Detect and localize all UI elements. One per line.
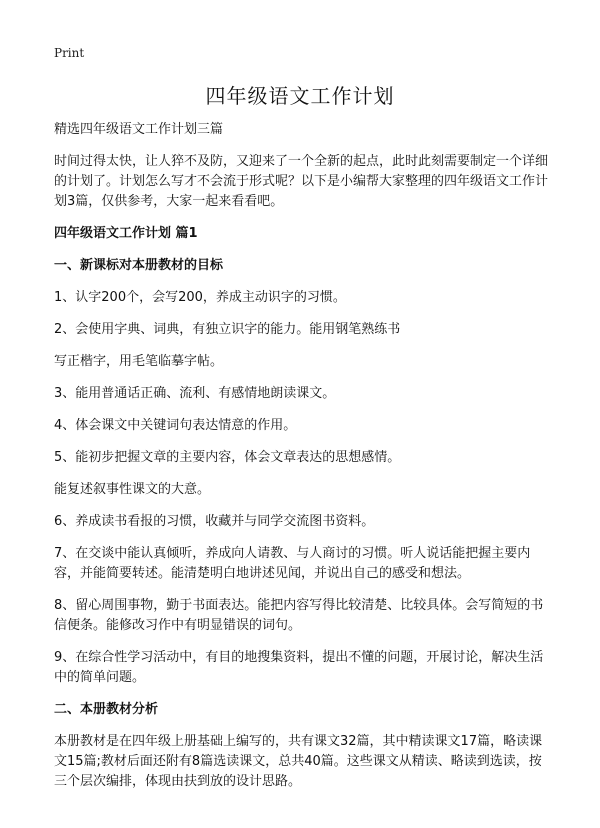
- analysis-paragraph: 本册教材是在四年级上册基础上编写的，共有课文32篇，其中精读课文17篇，略读课文15篇;教材后面还附有8篇选读课文，总共40篇。这些课文从精读、略读到选读，按三个层次编排，体现由扶到放的设计思路。: [54, 734, 543, 789]
- goal-item: 写正楷字，用毛笔临摹字帖。: [54, 354, 224, 369]
- analysis-heading: 二、本册教材分析: [54, 702, 159, 717]
- goal-item: 能复述叙事性课文的大意。: [54, 482, 211, 497]
- document-subtitle: 精选四年级语文工作计划三篇: [54, 122, 224, 137]
- goal-item: 1、认字200个，会写200，养成主动识字的习惯。: [54, 290, 346, 305]
- goals-heading: 一、新课标对本册教材的目标: [54, 258, 224, 273]
- goal-item: 4、体会课文中关键词句表达情意的作用。: [54, 418, 297, 433]
- goal-item: 3、能用普通话正确、流利、有感情地朗读课文。: [54, 386, 336, 401]
- section-title: 四年级语文工作计划 篇1: [54, 226, 198, 241]
- print-link[interactable]: Print: [54, 46, 85, 60]
- goal-item: 7、在交谈中能认真倾听，养成向人请教、与人商讨的习惯。听人说话能把握主要内容，并能简要转述。能清楚明白地讲述见闻，并说出自己的感受和想法。: [54, 546, 531, 581]
- goal-item: 5、能初步把握文章的主要内容，体会文章表达的思想感情。: [54, 450, 401, 465]
- goal-item: 6、养成读书看报的习惯，收藏并与同学交流图书资料。: [54, 514, 375, 529]
- goal-item: 9、在综合性学习活动中，有目的地搜集资料，提出不懂的问题，开展讨论，解决生活中的简单问题。: [54, 650, 544, 685]
- document-title: 四年级语文工作计划: [205, 84, 395, 108]
- goal-item: 8、留心周围事物，勤于书面表达。能把内容写得比较清楚、比较具体。会写简短的书信便条。能修改习作中有明显错误的词句。: [54, 598, 544, 633]
- document-body: [54, 120, 550, 804]
- goal-item: 2、会使用字典、词典，有独立识字的能力。能用钢笔熟练书: [54, 322, 401, 337]
- intro-paragraph: 时间过得太快，让人猝不及防，又迎来了一个全新的起点，此时此刻需要制定一个详细的计划了。计划怎么写才不会流于形式呢？以下是小编帮大家整理的四年级语文工作计划3篇，仅供参考，大家一起来看看吧。: [54, 154, 549, 209]
